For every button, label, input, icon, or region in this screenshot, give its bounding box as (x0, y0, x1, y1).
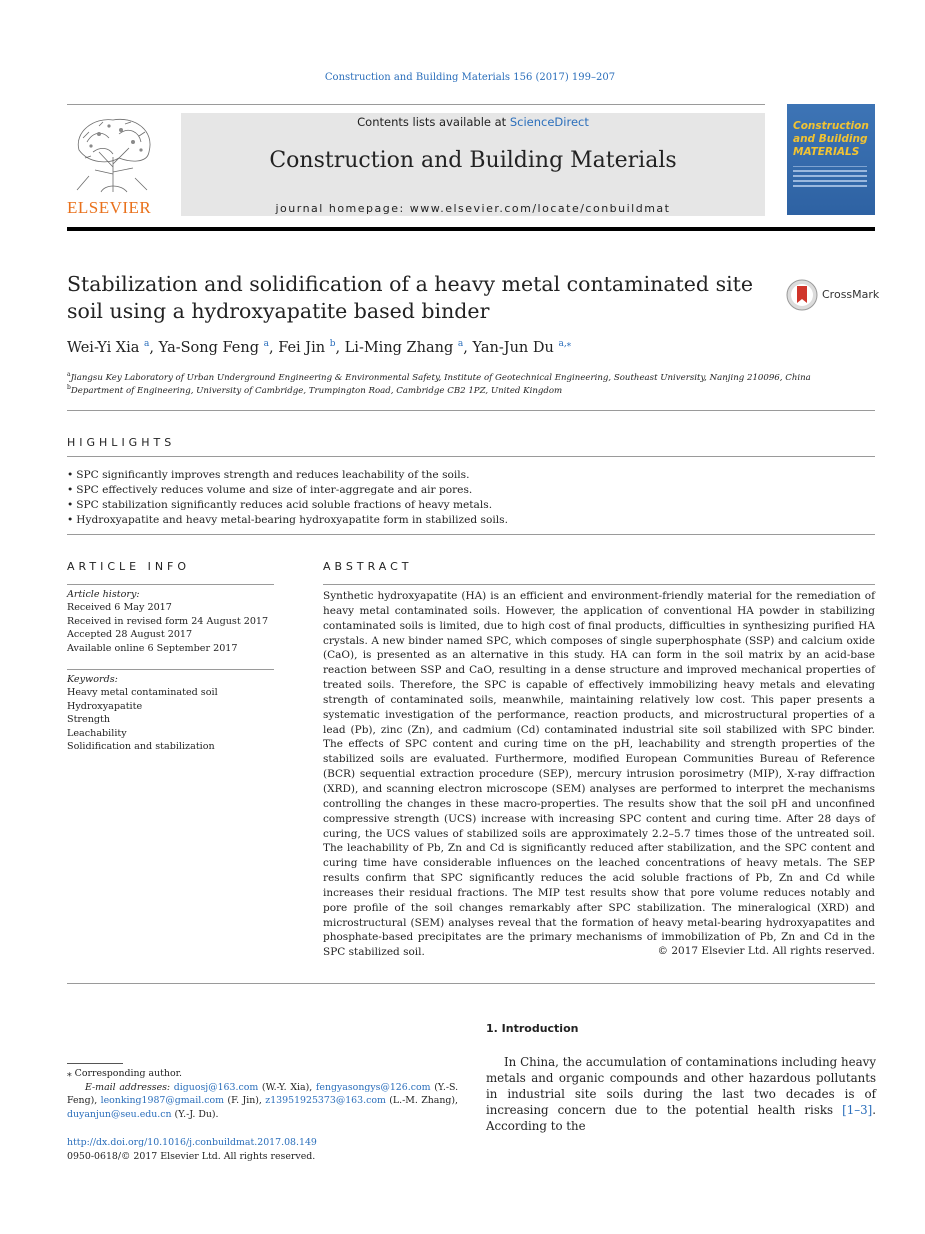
doi-link[interactable]: http://dx.doi.org/10.1016/j.conbuildmat.2017.08.149 (67, 1137, 317, 1148)
email-addresses: E-mail addresses: diguosj@163.com (W.-Y. Xia), fengyasongys@126.com (Y.-S. Feng), leonking1987@gmail.com (F. Jin), z13951925373@163.com (L.-M. Zhang), duyanjun@seu.edu.cn (Y.-J. Du). (67, 1082, 459, 1120)
keywords-label: Keywords: (67, 674, 118, 685)
keyword: Heavy metal contaminated soil (67, 687, 218, 699)
cover-title: Construction and Building MATERIALS (793, 120, 869, 158)
author[interactable]: Ya-Song Feng $^a$ (158, 339, 269, 356)
highlight-item: • Hydroxyapatite and heavy metal-bearing hydroxyapatite form in stabilized soils. (67, 513, 867, 528)
article-info-heading: ARTICLE INFO (67, 560, 191, 573)
affiliation: $^a$Jiangsu Key Laboratory of Urban Underground Engineering & Environmental Safety, Institute of Geotechnical Engineering, Southeast University, Nanjing 210096, China (67, 371, 811, 383)
citation-link[interactable]: [1–3] (842, 1103, 873, 1117)
section-heading-introduction: 1. Introduction (486, 1022, 579, 1035)
email-link[interactable]: diguosj@163.com (173, 1082, 259, 1093)
masthead-rule (67, 227, 875, 231)
cover-decoration (793, 166, 867, 193)
divider (67, 983, 875, 984)
crossmark-badge[interactable] (786, 279, 896, 311)
contents-line (181, 115, 765, 129)
footnote-rule (67, 1063, 123, 1064)
history-item: Received in revised form 24 August 2017 (67, 615, 269, 627)
keyword: Strength (67, 714, 111, 726)
history-label: Article history: (67, 589, 140, 600)
keyword: Leachability (67, 727, 127, 739)
divider (67, 584, 274, 585)
email-link[interactable]: fengyasongys@126.com (315, 1082, 431, 1093)
email-link[interactable]: duyanjun@seu.edu.cn (67, 1108, 172, 1120)
divider (67, 669, 274, 670)
history-item: Available online 6 September 2017 (67, 642, 238, 654)
abstract-heading: ABSTRACT (323, 560, 413, 573)
author[interactable]: Yan-Jun Du $^{a,⁎}$ (472, 339, 572, 356)
divider (323, 584, 875, 585)
divider (67, 410, 875, 411)
affiliation: $^b$Department of Engineering, University of Cambridge, Trumpington Road, Cambridge CB2 1PZ, United Kingdom (67, 384, 563, 396)
email-link[interactable]: leonking1987@gmail.com (100, 1095, 225, 1107)
journal-title: Construction and Building Materials (269, 148, 677, 173)
keyword: Solidification and stabilization (67, 741, 215, 753)
journal-cover[interactable] (787, 104, 875, 215)
history-item: Accepted 28 August 2017 (67, 629, 193, 641)
author[interactable]: Wei-Yi Xia $^a$ (67, 339, 150, 356)
keyword: Hydroxyapatite (67, 700, 143, 712)
abstract-text: Synthetic hydroxyapatite (HA) is an efficient and environment-friendly material for the remediation of heavy metal contaminated soils. However, the application of conventional HA powder in stabilizing contaminated soils is limited, due to high cost of final products, difficulties in synthesizing purified HA crystals. A new binder named SPC, which composes of single superphosphate (SSP) and calcium oxide (CaO), is presented as an alternative in this study. HA can form in the soil matrix by an acid-base reaction between SSP and CaO, resulting in a dense structure and improved mechanical properties of treated soils. Therefore, the SPC is capable of effectively immobilizing heavy metals and elevating strength of contaminated soils, meanwhile, maintaining relatively low cost. This paper presents a systematic investigation of the performance, reaction products, and microstructural properties of a lead (Pb), zinc (Zn), and cadmium (Cd) contaminated industrial site soil stabilized with SPC binder. The effects of SPC content and curing time on the pH, leachability and strength properties of the stabilized soils are evaluated. Furthermore, modified European Communities Bureau of Reference (BCR) sequential extraction procedure (SEP), mercury intrusion porosimetry (MIP), X-ray diffraction (XRD), and scanning electron microscope (SEM) analyses are performed to interpret the mechanisms controlling the changes in these macro-properties. The results show that the soil pH and unconfined compressive strength (UCS) increase with increasing SPC content and curing time. After 28 days of curing, the UCS values of stabilized soils are approximately 2.2–5.7 times those of the untreated soil. The leachability of Pb, Zn and Cd is significantly reduced after stabilization, and the SPC content and curing time have considerable influences on the leached concentrations of heavy metals. The SEP results confirm that SPC significantly reduces the acid soluble fractions of Pb, Zn and Cd while increases their residual fractions. The MIP test results show that pore volume reduces notably and pore profile of the soil changes remarkably after SPC stabilization. The mineralogical (XRD) and microstructural (SEM) analyses reveal that the formation of heavy metal-bearing hydroxyapatites and phosphate-based precipitates are the primary mechanisms of immobilization of Pb, Zn and Cd in the SPC stabilized soil. (323, 590, 875, 959)
crossmark-icon (786, 279, 818, 311)
highlights-heading: HIGHLIGHTS (67, 436, 176, 449)
journal-banner (181, 113, 765, 216)
highlights-list (67, 468, 867, 528)
crossmark-label: CrossMark (822, 288, 880, 301)
author[interactable]: Fei Jin $^b$ (278, 339, 336, 356)
history-item: Received 6 May 2017 (67, 602, 172, 614)
author[interactable]: Li-Ming Zhang $^a$ (344, 339, 464, 356)
copyright: © 2017 Elsevier Ltd. All rights reserved. (657, 945, 875, 957)
corresponding-author: ⁎ Corresponding author. (67, 1068, 183, 1079)
issn-line: 0950-0618/© 2017 Elsevier Ltd. All rights reserved. (67, 1151, 316, 1162)
header-rule (67, 104, 765, 105)
elsevier-tree-icon (69, 112, 157, 194)
contents-prefix: Contents lists available at (357, 115, 510, 129)
highlight-item: • SPC effectively reduces volume and size of inter-aggregate and air pores. (67, 483, 867, 498)
paper-title: Stabilization and solidification of a heavy metal contaminated site soil using a hydroxyapatite based binder (67, 272, 754, 323)
highlight-item: • SPC stabilization significantly reduces acid soluble fractions of heavy metals. (67, 498, 867, 513)
author-list: Wei-Yi Xia $^a$, Ya-Song Feng $^a$, Fei Jin $^b$, Li-Ming Zhang $^a$, Yan-Jun Du $^{a,⁎}$ (67, 339, 572, 356)
running-head[interactable]: Construction and Building Materials 156 (2017) 199–207 (324, 72, 616, 83)
keywords (67, 673, 274, 753)
highlight-item: • SPC significantly improves strength and reduces leachability of the soils. (67, 468, 867, 483)
article-history (67, 588, 274, 655)
elsevier-wordmark: ELSEVIER (67, 198, 152, 217)
email-link[interactable]: z13951925373@163.com (265, 1095, 386, 1107)
elsevier-logo[interactable] (67, 112, 159, 217)
sciencedirect-link[interactable]: ScienceDirect (509, 115, 589, 129)
divider (67, 534, 875, 535)
journal-homepage[interactable]: journal homepage: www.elsevier.com/locate/conbuildmat (275, 202, 671, 215)
divider (67, 456, 875, 457)
intro-paragraph: In China, the accumulation of contaminations including heavy metals and organic compounds and other hazardous pollutants in industrial site soils during the last two decades is of increasing concern due to the potential health risks [1–3]. According to the (486, 1055, 876, 1133)
